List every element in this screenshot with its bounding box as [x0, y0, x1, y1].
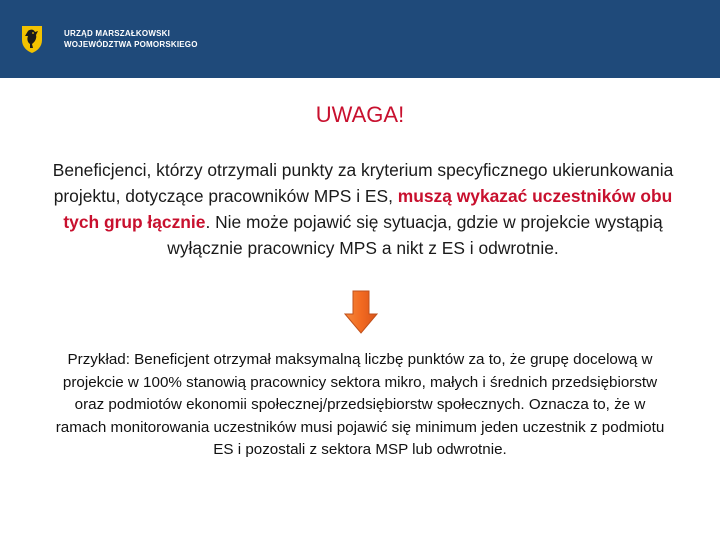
warning-text-part1: Beneficjenci, którzy otrzymali punkty za kryterium specyficznego ukierunkowania projektu, dotyczące pracowników MPS i ES,: [52, 160, 674, 206]
org-name-line1: URZĄD MARSZAŁKOWSKI: [64, 29, 171, 38]
warning-title: UWAGA!: [315, 102, 405, 127]
warning-highlight: muszą wykazać uczestników obu tych grup łącznie: [63, 186, 673, 232]
warning-text-part2: . Nie może pojawić się sytuacja, gdzie w projekcie wystąpią wyłącznie pracownicy MPS a nikt z ES i odwrotnie.: [167, 212, 663, 258]
griffin-coat-of-arms-icon: [20, 24, 44, 54]
warning-paragraph: [48, 157, 678, 261]
arrow-down-icon: [344, 290, 378, 334]
organization-name: [64, 28, 198, 50]
header-bar: [0, 0, 720, 78]
example-paragraph: Przykład: Beneficjent otrzymał maksymalną liczbę punktów za to, że grupę docelową w projekcie w 100% stanowią pracownicy sektora mikro, małych i średnich przedsiębiorstw oraz podmiotów ekonomii społecznej/przedsiębiorstw społecznych. Oznacza to, że w ramach monitorowania uczestników musi pojawić się minimum jeden uczestnik z podmiotu ES i pozostali z sektora MSP lub odwrotnie.: [55, 351, 665, 458]
org-name-line2: WOJEWÓDZTWA POMORSKIEGO: [64, 40, 198, 49]
